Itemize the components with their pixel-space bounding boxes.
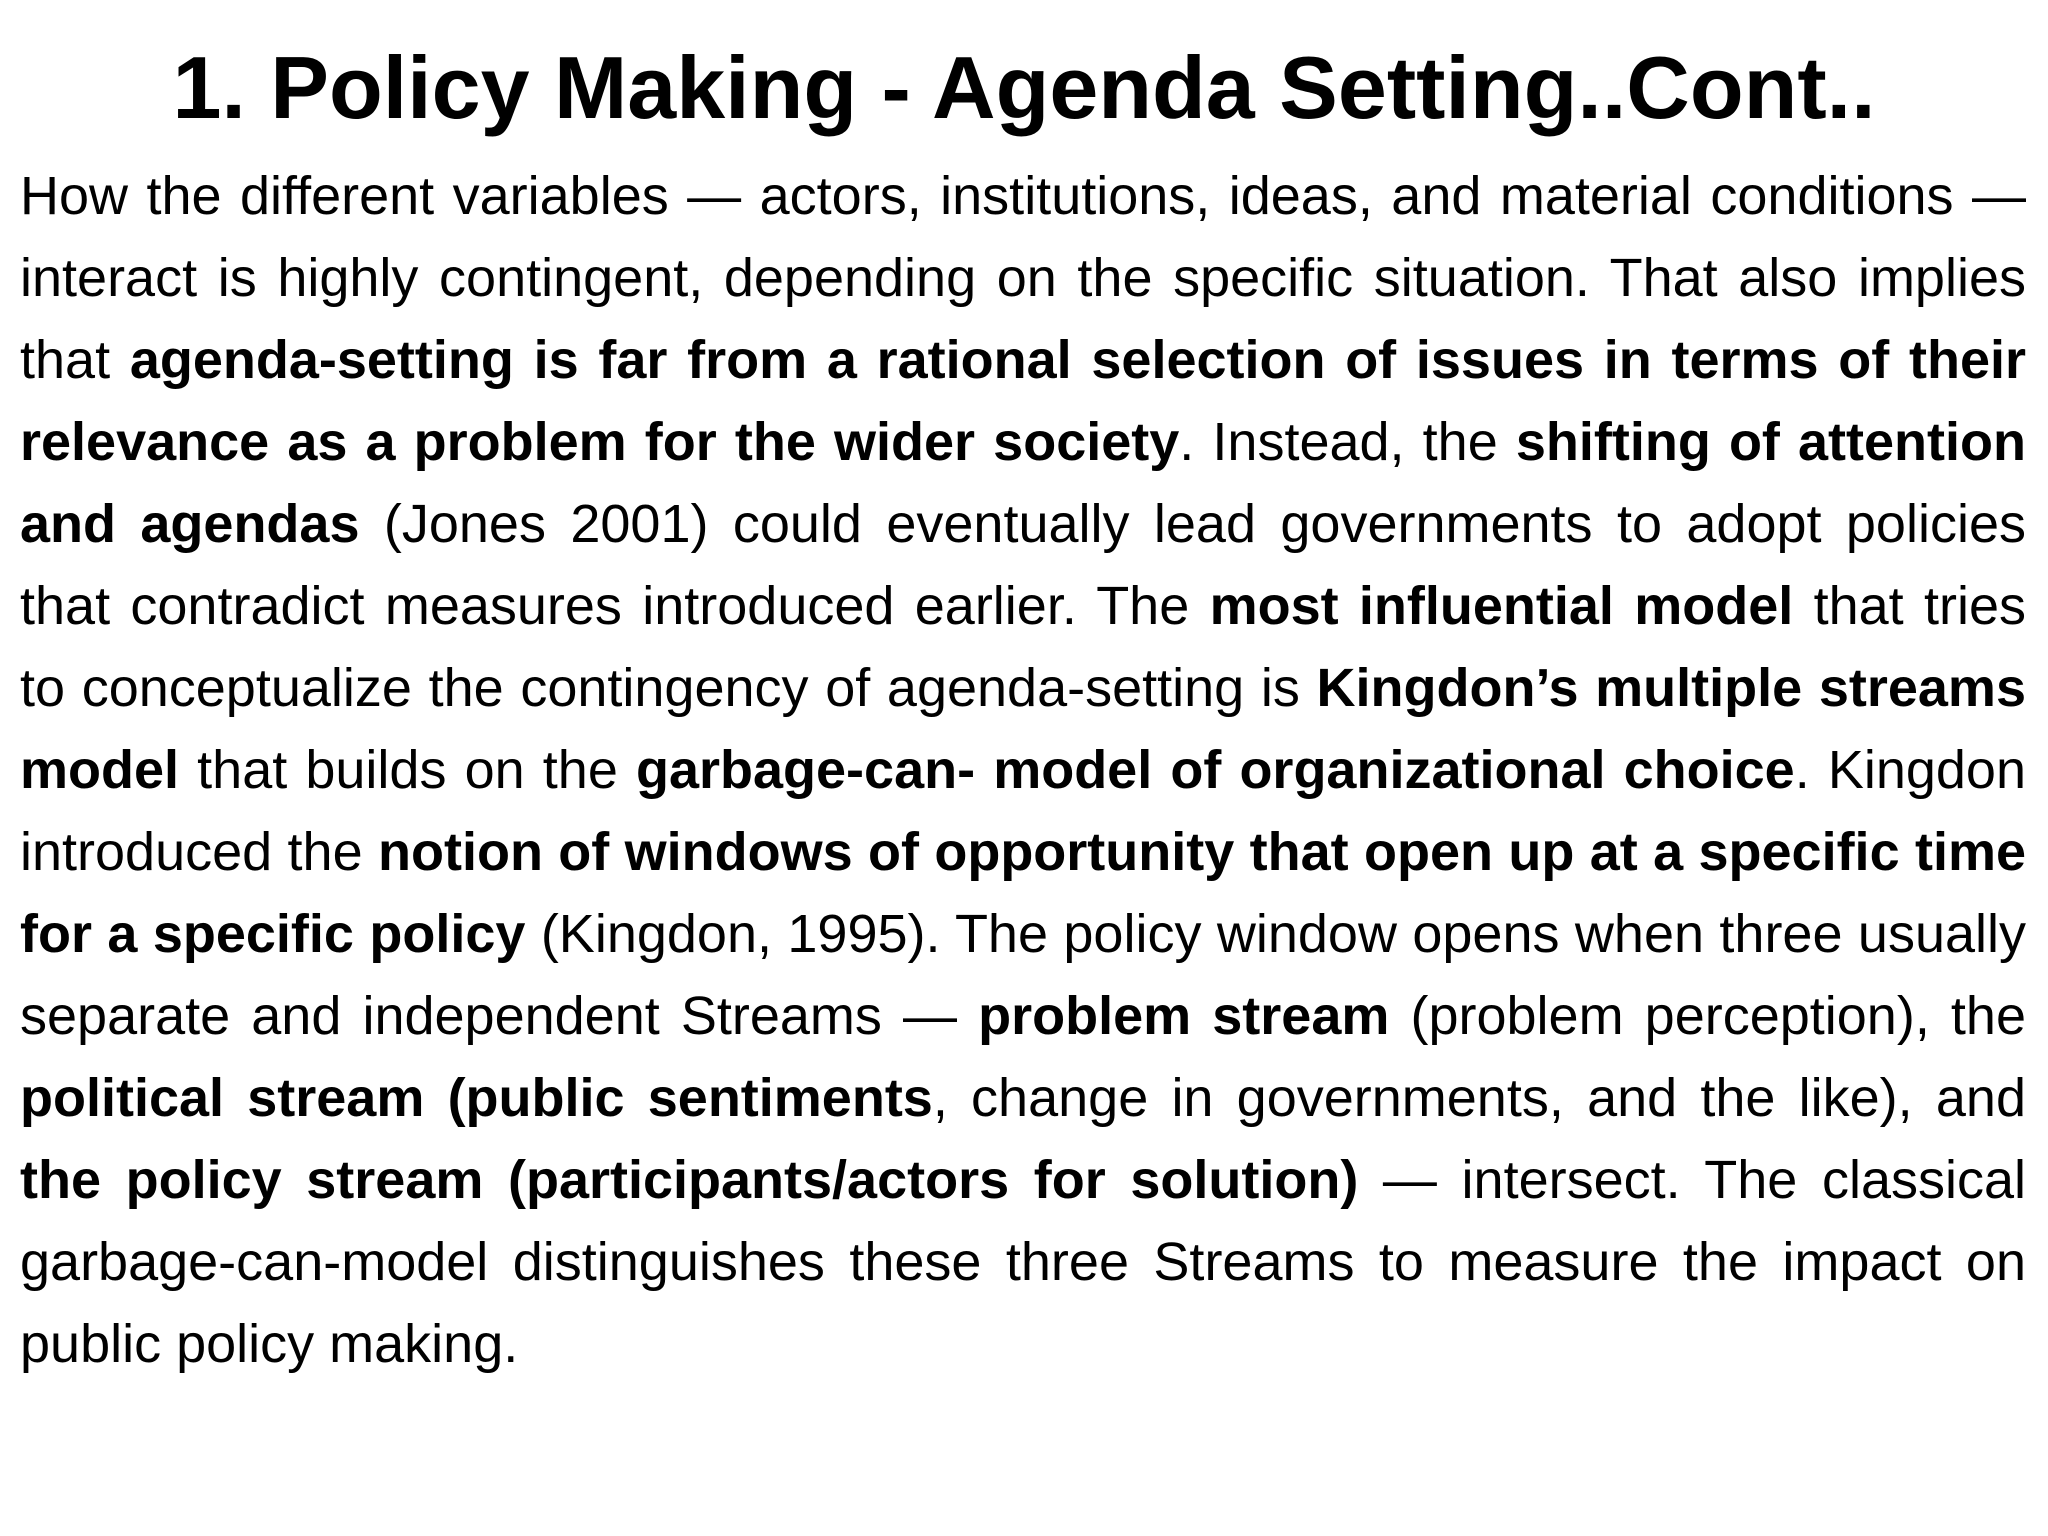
slide-body-paragraph <box>20 155 2026 1385</box>
text-run: that builds on the <box>179 740 636 800</box>
text-run-bold: notion of windows of opportunity that open up at a specific time for a specific policy <box>20 822 2027 964</box>
text-run-bold: shifting of attention and agendas <box>20 412 2026 554</box>
slide-title: 1. Policy Making - Agenda Setting..Cont.. <box>172 38 1876 137</box>
text-run: (Jones 2001) could eventually lead governments to adopt policies that contradict measures introduced earlier. The <box>20 494 2026 636</box>
text-run-bold: garbage-can- model of organizational choice <box>635 740 1795 800</box>
text-run: — intersect. The classical garbage-can-model distinguishes these three Streams to measure the impact on public policy making. <box>20 1150 2026 1374</box>
text-run-bold: problem stream <box>978 986 1390 1046</box>
text-run: , change in governments, and the like), and <box>932 1068 2026 1128</box>
text-run-bold: agenda-setting is far from a rational selection of issues in terms of their relevance as a problem for the wider society <box>20 330 2026 472</box>
text-run-bold: the policy stream (participants/actors for solution) <box>20 1150 1359 1210</box>
text-run: . Instead, the <box>1179 412 1516 472</box>
text-run-bold: most influential model <box>1209 576 1794 636</box>
text-run: . Kingdon introduced the <box>20 740 2026 882</box>
text-run-bold: Kingdon’s multiple streams model <box>20 658 2026 800</box>
text-run: (Kingdon, 1995). The policy window opens when three usually separate and independent Streams — <box>20 904 2027 1046</box>
text-run-bold: political stream (public sentiments <box>20 1068 933 1128</box>
text-run: that tries to conceptualize the contingency of agenda-setting is <box>20 576 2027 718</box>
text-run: (problem perception), the <box>1389 986 2026 1046</box>
text-run: How the different variables — actors, institutions, ideas, and material conditions — interact is highly contingent, depending on the specific situation. That also implies that <box>20 166 2026 390</box>
